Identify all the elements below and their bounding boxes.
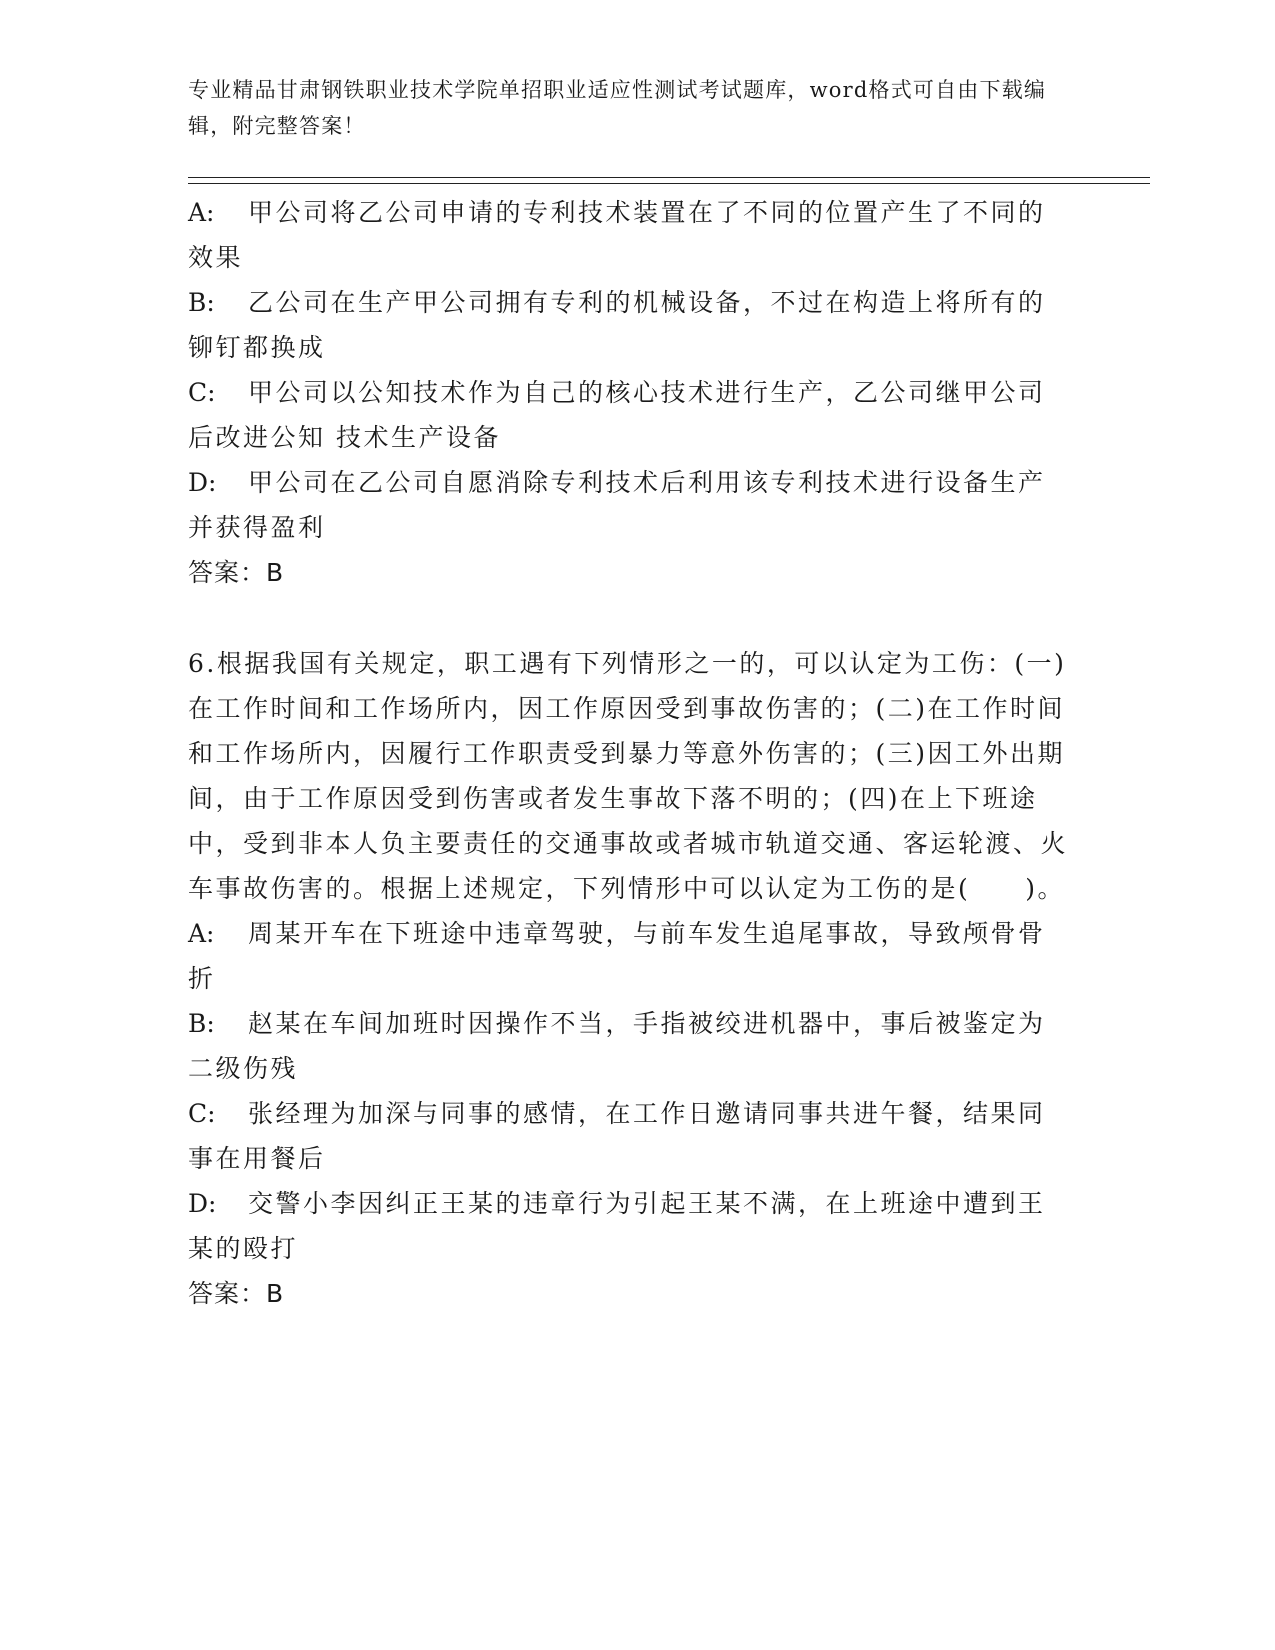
q5-option-d: D: 甲公司在乙公司自愿消除专利技术后利用该专利技术进行设备生产并获得盈利 xyxy=(188,468,1046,542)
header-rule-top xyxy=(188,177,1150,178)
q5-option-c: C: 甲公司以公知技术作为自己的核心技术进行生产，乙公司继甲公司后改进公知 技术生产设备 xyxy=(188,378,1046,452)
document-body xyxy=(188,190,1068,1316)
q5-option-a: A: 甲公司将乙公司申请的专利技术装置在了不同的位置产生了不同的效果 xyxy=(188,198,1046,272)
q6-option-d: D: 交警小李因纠正王某的违章行为引起王某不满，在上班途中遭到王某的殴打 xyxy=(188,1189,1046,1263)
q6-option-a: A: 周某开车在下班途中违章驾驶，与前车发生追尾事故，导致颅骨骨折 xyxy=(188,919,1046,993)
q5-option-b: B: 乙公司在生产甲公司拥有专利的机械设备，不过在构造上将所有的铆钉都换成 xyxy=(188,288,1046,362)
page-header: 专业精品甘肃钢铁职业技术学院单招职业适应性测试考试题库，word格式可自由下载编辑，附完整答案！ xyxy=(188,78,1047,138)
q5-answer: 答案：B xyxy=(188,558,285,587)
q6-option-c: C: 张经理为加深与同事的感情，在工作日邀请同事共进午餐，结果同事在用餐后 xyxy=(188,1099,1046,1173)
q6-stem: 6.根据我国有关规定，职工遇有下列情形之一的，可以认定为工伤：(一)在工作时间和工作场所内，因工作原因受到事故伤害的；(二)在工作时间和工作场所内，因履行工作职责受到暴力等意外伤害的；(三)因工外出期间，由于工作原因受到伤害或者发生事故下落不明的；(四)在上下班途中，受到非本人负主要责任的交通事故或者城市轨道交通、客运轮渡、火车事故伤害的。根据上述规定，下列情形中可以认定为工伤的是( )。 xyxy=(188,649,1069,903)
header-rule-bottom xyxy=(188,183,1150,184)
q6-answer: 答案：B xyxy=(188,1279,285,1308)
question-spacer xyxy=(188,595,1068,641)
q6-option-b: B: 赵某在车间加班时因操作不当，手指被绞进机器中，事后被鉴定为二级伤残 xyxy=(188,1009,1046,1083)
